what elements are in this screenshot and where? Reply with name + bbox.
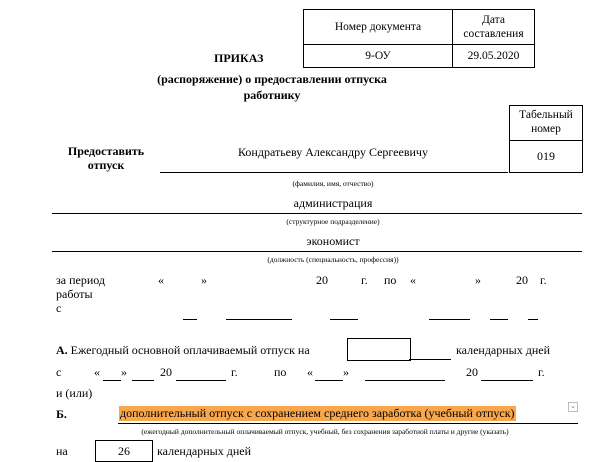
- section-a-to-label: по: [274, 365, 287, 379]
- section-a-quote-open-2: «: [307, 365, 313, 379]
- section-b-caption: (ежегодный дополнительный оплачиваемый отпуск, учебный, без сохранения заработной платы и другие (указать): [141, 427, 509, 436]
- period-quote-close-1: »: [201, 273, 207, 287]
- order-subtitle: (распоряжение) о предоставлении отпуска: [157, 72, 387, 86]
- and-or-label: и (или): [56, 386, 93, 400]
- period-year-prefix-1: 20: [316, 273, 328, 287]
- name-caption: (фамилия, имя, отчество): [292, 179, 374, 188]
- section-a-from-label: с: [56, 365, 62, 379]
- position-value[interactable]: экономист: [306, 234, 360, 248]
- period-year-suffix-2: г.: [540, 273, 547, 287]
- section-a-day-blank-2[interactable]: [315, 380, 343, 381]
- period-to-label: по: [384, 273, 397, 287]
- period-quote-close-2: »: [475, 273, 481, 287]
- period-month-blank-2[interactable]: [490, 319, 508, 320]
- section-b-days-label: календарных дней: [157, 444, 252, 458]
- section-a-year-prefix-2: 20: [466, 365, 478, 379]
- tab-number-label: Табельный номер: [510, 106, 582, 141]
- section-a-quote-open-1: «: [94, 365, 100, 379]
- section-a-day-blank-1[interactable]: [103, 380, 121, 381]
- employee-name[interactable]: Кондратьеву Александру Сергеевичу: [238, 145, 428, 159]
- section-b-letter: Б.: [56, 407, 67, 421]
- section-a-month-blank-2[interactable]: [365, 380, 445, 381]
- department-underline: [52, 213, 582, 214]
- period-quote-open-1: «: [158, 273, 164, 287]
- section-a-label: А. Ежегодный основной оплачиваемый отпуск на: [56, 343, 310, 357]
- doc-number-label: Номер документа: [304, 10, 453, 45]
- section-a-days-underline: [409, 359, 451, 360]
- period-quote-open-2: «: [410, 273, 416, 287]
- section-a-days-input[interactable]: [347, 338, 411, 361]
- period-year-blank-2[interactable]: [528, 319, 538, 320]
- period-month-blank-1[interactable]: [226, 319, 292, 320]
- section-b-on-label: на: [56, 444, 68, 458]
- department-caption: (структурное подразделение): [286, 217, 380, 226]
- section-a-year-suffix-2: г.: [538, 365, 545, 379]
- period-year-blank-1[interactable]: [330, 319, 358, 320]
- position-caption: (должность (специальность, профессия)): [267, 255, 399, 264]
- section-a-year-blank-2[interactable]: [481, 380, 533, 381]
- expand-handle-icon[interactable]: ⌄: [568, 402, 578, 412]
- section-a-month-blank-1[interactable]: [132, 380, 154, 381]
- date-value[interactable]: 29.05.2020: [453, 45, 535, 68]
- date-label: Дата составления: [453, 10, 535, 45]
- period-day-blank-2[interactable]: [429, 319, 470, 320]
- name-underline: [160, 172, 508, 173]
- section-b-leave-type[interactable]: дополнительный отпуск с сохранением среднего заработка (учебный отпуск): [120, 406, 515, 420]
- order-title: ПРИКАЗ: [214, 51, 264, 65]
- position-underline: [52, 251, 582, 252]
- section-a-days-label: календарных дней: [456, 343, 551, 357]
- section-a-year-blank-1[interactable]: [176, 380, 226, 381]
- document-header-table: [303, 9, 535, 68]
- grant-leave-label: Предоставить отпуск: [67, 144, 145, 172]
- section-a-quote-close-1: »: [121, 365, 127, 379]
- section-a-year-suffix-1: г.: [231, 365, 238, 379]
- section-a-year-prefix-1: 20: [160, 365, 172, 379]
- section-b-underline: [118, 423, 578, 424]
- order-subtitle-2: работнику: [243, 88, 301, 102]
- section-b-days-input[interactable]: 26: [95, 440, 153, 462]
- period-year-suffix-1: г.: [361, 273, 368, 287]
- tab-number-box: [509, 105, 583, 173]
- period-day-blank-1[interactable]: [183, 319, 197, 320]
- period-label: за период работы с: [56, 273, 105, 315]
- period-year-prefix-2: 20: [516, 273, 528, 287]
- tab-number-value[interactable]: 019: [537, 149, 555, 163]
- doc-number-value[interactable]: 9-ОУ: [304, 45, 453, 68]
- department-value[interactable]: администрация: [293, 196, 373, 210]
- section-a-quote-close-2: »: [343, 365, 349, 379]
